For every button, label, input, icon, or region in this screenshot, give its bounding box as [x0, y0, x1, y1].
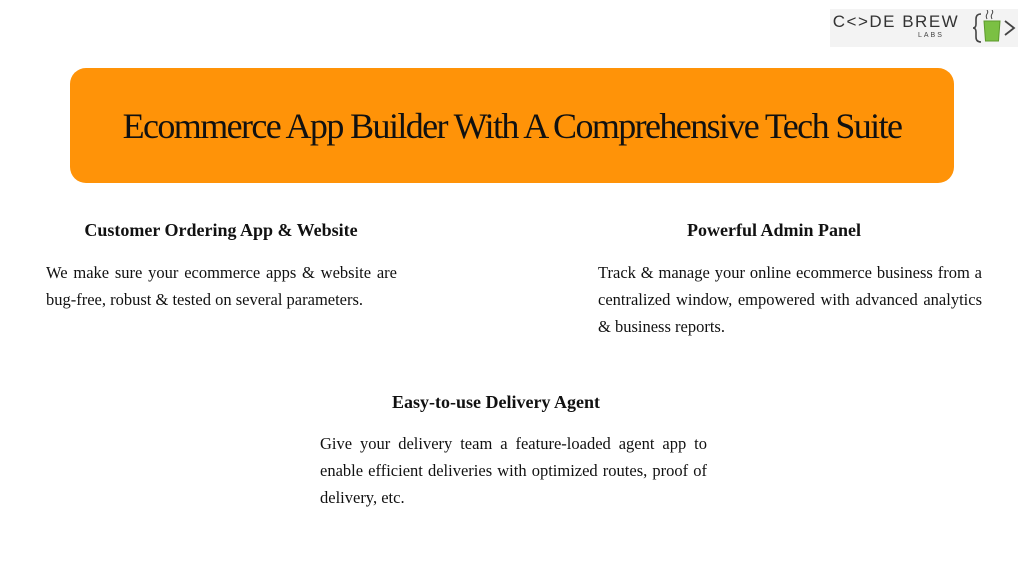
logo-subtext: LABS [918, 32, 944, 39]
logo-text [830, 13, 962, 40]
feature-text-delivery-agent: Give your delivery team a feature-loaded agent app to enable efficient deliveries with optimized routes, proof of delivery, etc. [320, 434, 707, 507]
logo-wordmark: C<>DE BREW [832, 12, 960, 31]
page-title: Ecommerce App Builder With A Comprehensive Tech Suite [122, 105, 902, 146]
company-logo [830, 9, 1018, 47]
feature-text-admin-panel: Track & manage your online ecommerce business from a centralized window, empowered with advanced analytics & business reports. [598, 263, 982, 336]
code-brackets-cup-icon [973, 10, 1017, 46]
title-banner [70, 68, 954, 183]
feature-heading-delivery-agent: Easy-to-use Delivery Agent [392, 392, 600, 412]
feature-heading-admin-panel: Powerful Admin Panel [687, 220, 861, 240]
feature-text-customer-app: We make sure your ecommerce apps & website are bug-free, robust & tested on several parameters. [46, 263, 397, 309]
feature-heading-customer-app: Customer Ordering App & Website [84, 220, 358, 240]
